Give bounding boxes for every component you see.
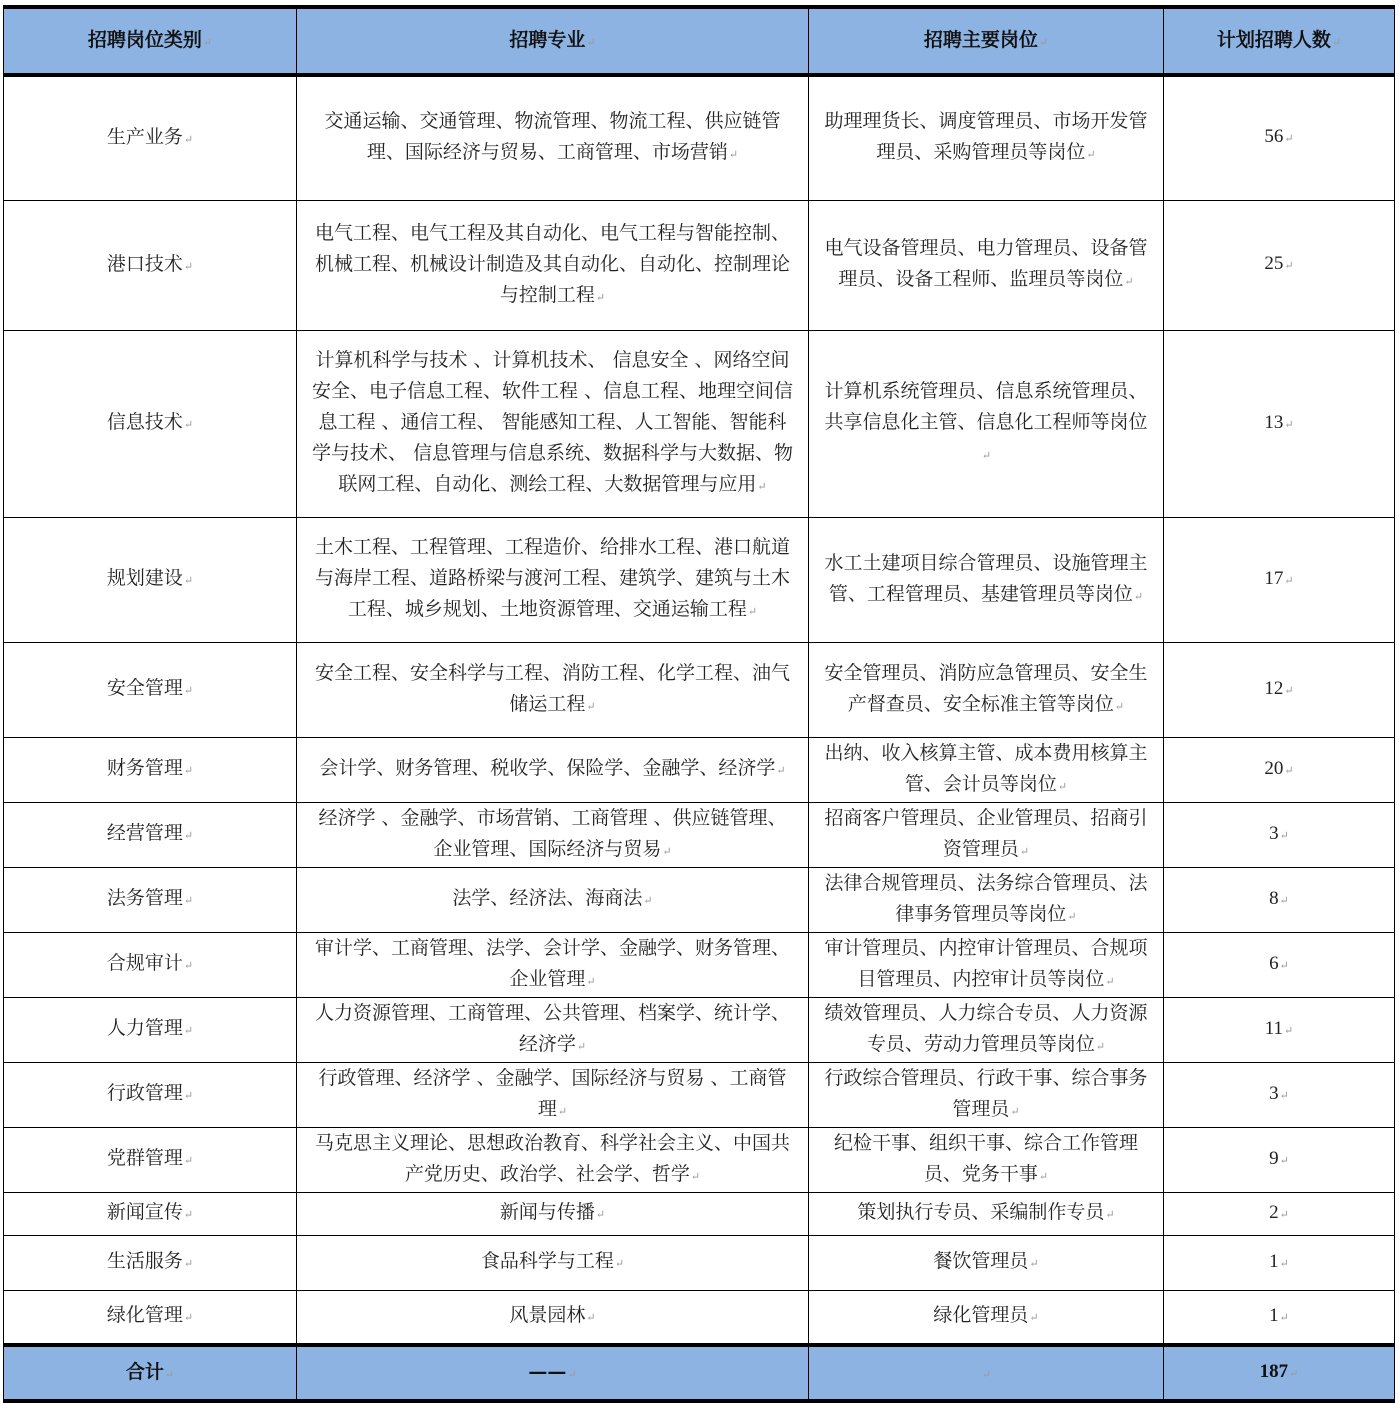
positions-cell xyxy=(809,1062,1164,1127)
category-cell xyxy=(4,1192,297,1235)
category-cell xyxy=(4,802,297,867)
paragraph-mark-icon: ↵ xyxy=(183,259,194,273)
paragraph-mark-icon: ↵ xyxy=(747,605,758,618)
category-cell-text: 财务管理 xyxy=(106,757,183,779)
paragraph-mark-icon: ↵ xyxy=(728,148,739,162)
recruitment-table xyxy=(3,5,1395,1403)
header-category xyxy=(4,7,297,75)
positions-cell xyxy=(809,1290,1164,1345)
paragraph-mark-icon: ↵ xyxy=(1095,1039,1106,1053)
paragraph-mark-icon: ↵ xyxy=(1124,275,1134,288)
table-row xyxy=(4,737,1395,802)
paragraph-mark-icon: ↵ xyxy=(1029,1311,1039,1325)
category-cell xyxy=(4,330,297,517)
count-cell-text: 3 xyxy=(1269,822,1279,844)
paragraph-mark-icon: ↵ xyxy=(1279,1208,1289,1221)
majors-cell-text: 风景园林 xyxy=(509,1304,586,1327)
positions-cell-text: 绿化管理员 xyxy=(933,1304,1029,1327)
paragraph-mark-icon: ↵ xyxy=(1279,1089,1289,1102)
positions-cell xyxy=(809,932,1164,997)
paragraph-mark-icon: ↵ xyxy=(1284,418,1294,431)
paragraph-mark-icon: ↵ xyxy=(1010,1104,1020,1118)
header-count-label: 计划招聘人数 xyxy=(1216,28,1331,51)
table-row xyxy=(4,1127,1395,1192)
positions-cell-text: 绩效管理员、人力综合专员、人力资源专员、劳动力管理员等岗位 xyxy=(824,1001,1148,1055)
count-cell-text: 1 xyxy=(1269,1250,1279,1272)
count-cell xyxy=(1164,75,1395,200)
paragraph-mark-icon: ↵ xyxy=(1284,260,1294,272)
majors-cell xyxy=(297,802,809,867)
table-row xyxy=(4,330,1395,517)
majors-cell xyxy=(297,1192,809,1235)
count-cell-text: 8 xyxy=(1269,887,1279,909)
paragraph-mark-icon: ↵ xyxy=(595,290,606,304)
majors-cell-text: 马克思主义理论、思想政治教育、科学社会主义、中国共产党历史、政治学、社会学、哲学 xyxy=(314,1131,790,1185)
majors-cell-text: 会计学、财务管理、税收学、保险学、金融学、经济学 xyxy=(319,757,776,779)
positions-cell xyxy=(809,517,1164,642)
count-cell xyxy=(1164,737,1395,802)
table-header-row xyxy=(4,7,1395,75)
count-cell-text: 11 xyxy=(1264,1017,1284,1039)
paragraph-mark-icon: ↵ xyxy=(1279,1257,1289,1270)
paragraph-mark-icon: ↵ xyxy=(183,684,194,697)
count-cell xyxy=(1164,1127,1395,1192)
positions-cell-text: 电气设备管理员、电力管理员、设备管理员、设备工程师、监理员等岗位 xyxy=(824,237,1148,290)
total-count xyxy=(1164,1345,1395,1401)
majors-cell xyxy=(297,642,809,737)
header-majors xyxy=(297,7,809,75)
category-cell-text: 法务管理 xyxy=(106,887,183,909)
majors-cell xyxy=(297,932,809,997)
table-row xyxy=(4,75,1395,200)
count-cell-text: 13 xyxy=(1264,411,1284,433)
majors-cell-text: 食品科学与工程 xyxy=(480,1250,614,1272)
paragraph-mark-icon: ↵ xyxy=(981,449,992,462)
paragraph-mark-icon: ↵ xyxy=(1038,1169,1049,1183)
table-row xyxy=(4,517,1395,642)
category-cell-text: 港口技术 xyxy=(106,252,183,275)
paragraph-mark-icon: ↵ xyxy=(1279,1154,1289,1167)
positions-cell-text: 纪检干事、组织干事、综合工作管理员、党务干事 xyxy=(833,1131,1138,1185)
positions-cell-text: 出纳、收入核算主管、成本费用核算主管、会计员等岗位 xyxy=(824,741,1148,795)
positions-cell xyxy=(809,1192,1164,1235)
paragraph-mark-icon: ↵ xyxy=(586,974,596,988)
positions-cell-text: 助理理货长、调度管理员、市场开发管理员、采购管理员等岗位 xyxy=(824,110,1148,164)
category-cell-text: 安全管理 xyxy=(106,677,183,699)
paragraph-mark-icon: ↵ xyxy=(183,132,194,146)
paragraph-mark-icon: ↵ xyxy=(586,699,596,713)
category-cell xyxy=(4,1062,297,1127)
majors-cell xyxy=(297,997,809,1062)
positions-cell xyxy=(809,1235,1164,1290)
paragraph-mark-icon: ↵ xyxy=(776,764,786,777)
paragraph-mark-icon: ↵ xyxy=(586,35,596,49)
paragraph-mark-icon: ↵ xyxy=(1019,844,1030,858)
positions-cell xyxy=(809,802,1164,867)
positions-cell-text: 审计管理员、内控审计管理员、合规项目管理员、内控审计员等岗位 xyxy=(824,936,1148,990)
paragraph-mark-icon: ↵ xyxy=(662,844,672,858)
count-cell-text: 20 xyxy=(1264,757,1284,779)
paragraph-mark-icon: ↵ xyxy=(567,1367,577,1381)
positions-cell-text: 计算机系统管理员、信息系统管理员、共享信息化主管、信息化工程师等岗位 xyxy=(824,380,1148,433)
paragraph-mark-icon: ↵ xyxy=(183,1154,194,1167)
table-row xyxy=(4,1192,1395,1235)
majors-cell-text: 行政管理、经济学 、金融学、国际经济与贸易 、工商管理 xyxy=(318,1066,787,1120)
paragraph-mark-icon: ↵ xyxy=(557,1104,568,1118)
category-cell xyxy=(4,1235,297,1290)
paragraph-mark-icon: ↵ xyxy=(586,1311,596,1325)
paragraph-mark-icon: ↵ xyxy=(1038,35,1049,49)
category-cell xyxy=(4,200,297,330)
positions-cell xyxy=(809,1127,1164,1192)
table-row xyxy=(4,932,1395,997)
majors-cell xyxy=(297,330,809,517)
paragraph-mark-icon: ↵ xyxy=(1105,1208,1115,1221)
paragraph-mark-icon: ↵ xyxy=(1331,35,1342,49)
count-cell xyxy=(1164,200,1395,330)
majors-cell xyxy=(297,737,809,802)
positions-cell xyxy=(809,867,1164,932)
paragraph-mark-icon: ↵ xyxy=(1105,974,1115,988)
header-positions-label: 招聘主要岗位 xyxy=(923,28,1038,51)
paragraph-mark-icon: ↵ xyxy=(981,1367,992,1381)
paragraph-mark-icon: ↵ xyxy=(183,1257,194,1270)
paragraph-mark-icon: ↵ xyxy=(183,1208,194,1221)
category-cell xyxy=(4,75,297,200)
category-cell xyxy=(4,867,297,932)
count-cell xyxy=(1164,1062,1395,1127)
paragraph-mark-icon: ↵ xyxy=(1086,148,1096,162)
category-cell xyxy=(4,517,297,642)
positions-cell xyxy=(809,997,1164,1062)
paragraph-mark-icon: ↵ xyxy=(1067,909,1077,923)
count-cell xyxy=(1164,1290,1395,1345)
positions-cell-text: 餐饮管理员 xyxy=(933,1250,1029,1272)
paragraph-mark-icon: ↵ xyxy=(690,1169,701,1183)
table-row xyxy=(4,867,1395,932)
category-cell xyxy=(4,737,297,802)
category-cell-text: 新闻宣传 xyxy=(106,1201,183,1223)
paragraph-mark-icon: ↵ xyxy=(1284,1024,1294,1037)
majors-cell xyxy=(297,1290,809,1345)
positions-cell-text: 法律合规管理员、法务综合管理员、法律事务管理员等岗位 xyxy=(824,871,1148,925)
positions-cell-text: 招商客户管理员、企业管理员、招商引资管理员 xyxy=(824,806,1148,860)
total-majors xyxy=(297,1345,809,1401)
count-cell xyxy=(1164,932,1395,997)
positions-cell-text: 策划执行专员、采编制作专员 xyxy=(857,1201,1105,1223)
header-category-label: 招聘岗位类别 xyxy=(87,28,202,51)
category-cell xyxy=(4,1290,297,1345)
count-cell xyxy=(1164,997,1395,1062)
count-cell xyxy=(1164,802,1395,867)
category-cell xyxy=(4,642,297,737)
category-cell-text: 行政管理 xyxy=(106,1082,183,1104)
count-cell xyxy=(1164,1192,1395,1235)
paragraph-mark-icon: ↵ xyxy=(183,418,194,431)
category-cell xyxy=(4,932,297,997)
count-cell-text: 25 xyxy=(1264,253,1284,274)
paragraph-mark-icon: ↵ xyxy=(1114,699,1125,713)
paragraph-mark-icon: ↵ xyxy=(183,894,194,907)
paragraph-mark-icon: ↵ xyxy=(183,829,194,842)
paragraph-mark-icon: ↵ xyxy=(1289,1368,1299,1380)
majors-cell xyxy=(297,1235,809,1290)
count-cell-text: 12 xyxy=(1264,677,1284,699)
paragraph-mark-icon: ↵ xyxy=(202,35,213,49)
positions-cell-text: 水工土建项目综合管理员、设施管理主管、工程管理员、基建管理员等岗位 xyxy=(824,551,1148,605)
category-cell xyxy=(4,997,297,1062)
positions-cell xyxy=(809,737,1164,802)
category-cell-text: 人力管理 xyxy=(106,1017,183,1039)
paragraph-mark-icon: ↵ xyxy=(183,1089,194,1102)
total-majors-text: —— xyxy=(528,1360,567,1383)
count-cell-text: 1 xyxy=(1269,1304,1279,1326)
paragraph-mark-icon: ↵ xyxy=(643,894,653,907)
category-cell-text: 信息技术 xyxy=(106,411,183,433)
total-positions xyxy=(809,1345,1164,1401)
paragraph-mark-icon: ↵ xyxy=(1133,589,1144,603)
paragraph-mark-icon: ↵ xyxy=(1029,1257,1039,1270)
positions-cell-text: 安全管理员、消防应急管理员、安全生产督查员、安全标准主管等岗位 xyxy=(824,661,1148,715)
majors-cell-text: 经济学 、金融学、市场营销、工商管理 、供应链管理、企业管理、国际经济与贸易 xyxy=(318,806,787,860)
paragraph-mark-icon: ↵ xyxy=(1279,959,1289,972)
paragraph-mark-icon: ↵ xyxy=(1284,764,1294,777)
paragraph-mark-icon: ↵ xyxy=(164,1367,175,1381)
paragraph-mark-icon: ↵ xyxy=(595,1208,606,1221)
majors-cell-text: 审计学、工商管理、法学、会计学、金融学、财务管理、企业管理 xyxy=(314,936,790,990)
header-count xyxy=(1164,7,1395,75)
category-cell-text: 经营管理 xyxy=(106,822,183,844)
majors-cell xyxy=(297,75,809,200)
majors-cell xyxy=(297,1127,809,1192)
category-cell-text: 合规审计 xyxy=(106,952,183,974)
paragraph-mark-icon: ↵ xyxy=(1279,1311,1289,1324)
paragraph-mark-icon: ↵ xyxy=(614,1257,625,1270)
paragraph-mark-icon: ↵ xyxy=(183,959,194,972)
paragraph-mark-icon: ↵ xyxy=(576,1039,587,1053)
table-row xyxy=(4,997,1395,1062)
paragraph-mark-icon: ↵ xyxy=(183,1311,194,1325)
count-cell-text: 6 xyxy=(1269,952,1279,974)
category-cell-text: 生活服务 xyxy=(106,1250,183,1272)
table-row xyxy=(4,1062,1395,1127)
count-cell xyxy=(1164,642,1395,737)
table-body xyxy=(4,75,1395,1345)
category-cell-text: 规划建设 xyxy=(106,567,183,589)
table-row xyxy=(4,802,1395,867)
majors-cell xyxy=(297,517,809,642)
header-majors-label: 招聘专业 xyxy=(509,28,586,51)
count-cell-text: 9 xyxy=(1269,1147,1279,1169)
category-cell-text: 绿化管理 xyxy=(106,1304,183,1327)
total-label xyxy=(4,1345,297,1401)
count-cell xyxy=(1164,867,1395,932)
total-label-text: 合计 xyxy=(125,1360,164,1383)
paragraph-mark-icon: ↵ xyxy=(1057,779,1068,793)
total-row xyxy=(4,1345,1395,1401)
count-cell-text: 3 xyxy=(1269,1082,1279,1104)
majors-cell xyxy=(297,867,809,932)
paragraph-mark-icon: ↵ xyxy=(183,1024,194,1037)
paragraph-mark-icon: ↵ xyxy=(1284,574,1294,587)
count-cell-text: 2 xyxy=(1269,1201,1279,1223)
majors-cell-text: 安全工程、安全科学与工程、消防工程、化学工程、油气储运工程 xyxy=(314,661,790,715)
count-cell-text: 56 xyxy=(1264,126,1284,148)
positions-cell xyxy=(809,330,1164,517)
majors-cell-text: 法学、经济法、海商法 xyxy=(452,887,643,909)
table-row xyxy=(4,1290,1395,1345)
table-row xyxy=(4,200,1395,330)
count-cell-text: 17 xyxy=(1264,567,1284,589)
header-positions xyxy=(809,7,1164,75)
table-row xyxy=(4,642,1395,737)
positions-cell xyxy=(809,642,1164,737)
category-cell xyxy=(4,1127,297,1192)
count-cell xyxy=(1164,517,1395,642)
count-cell xyxy=(1164,1235,1395,1290)
paragraph-mark-icon: ↵ xyxy=(183,574,194,587)
count-cell xyxy=(1164,330,1395,517)
majors-cell xyxy=(297,1062,809,1127)
paragraph-mark-icon: ↵ xyxy=(757,480,767,493)
positions-cell xyxy=(809,75,1164,200)
positions-cell xyxy=(809,200,1164,330)
paragraph-mark-icon: ↵ xyxy=(183,764,194,777)
positions-cell-text: 行政综合管理员、行政干事、综合事务管理员 xyxy=(824,1066,1148,1120)
majors-cell-text: 电气工程、电气工程及其自动化、电气工程与智能控制、机械工程、机械设计制造及其自动化、自动化、控制理论与控制工程 xyxy=(314,221,790,306)
majors-cell-text: 计算机科学与技术 、计算机技术、 信息安全 、网络空间安全、电子信息工程、软件工程 、信息工程、地理空间信息工程 、通信工程、 智能感知工程、人工智能、智能科学与技术、 信息管理与信息系统、数据科学与大数据、物联网工程、自动化、测绘工程、大数据管理与应用 xyxy=(311,349,794,495)
category-cell-text: 生产业务 xyxy=(106,125,183,148)
paragraph-mark-icon: ↵ xyxy=(1279,829,1289,842)
majors-cell-text: 新闻与传播 xyxy=(499,1201,595,1223)
category-cell-text: 党群管理 xyxy=(106,1147,183,1169)
majors-cell-text: 人力资源管理、工商管理、公共管理、档案学、统计学、经济学 xyxy=(314,1001,790,1055)
majors-cell-text: 交通运输、交通管理、物流管理、物流工程、供应链管理、国际经济与贸易、工商管理、市场营销 xyxy=(324,110,781,164)
total-count-text: 187 xyxy=(1259,1361,1289,1382)
paragraph-mark-icon: ↵ xyxy=(1284,684,1294,697)
table-row xyxy=(4,1235,1395,1290)
paragraph-mark-icon: ↵ xyxy=(1279,894,1289,907)
paragraph-mark-icon: ↵ xyxy=(1284,133,1294,146)
majors-cell-text: 土木工程、工程管理、工程造价、给排水工程、港口航道与海岸工程、道路桥梁与渡河工程、建筑学、建筑与土木工程、城乡规划、土地资源管理、交通运输工程 xyxy=(314,536,790,620)
majors-cell xyxy=(297,200,809,330)
